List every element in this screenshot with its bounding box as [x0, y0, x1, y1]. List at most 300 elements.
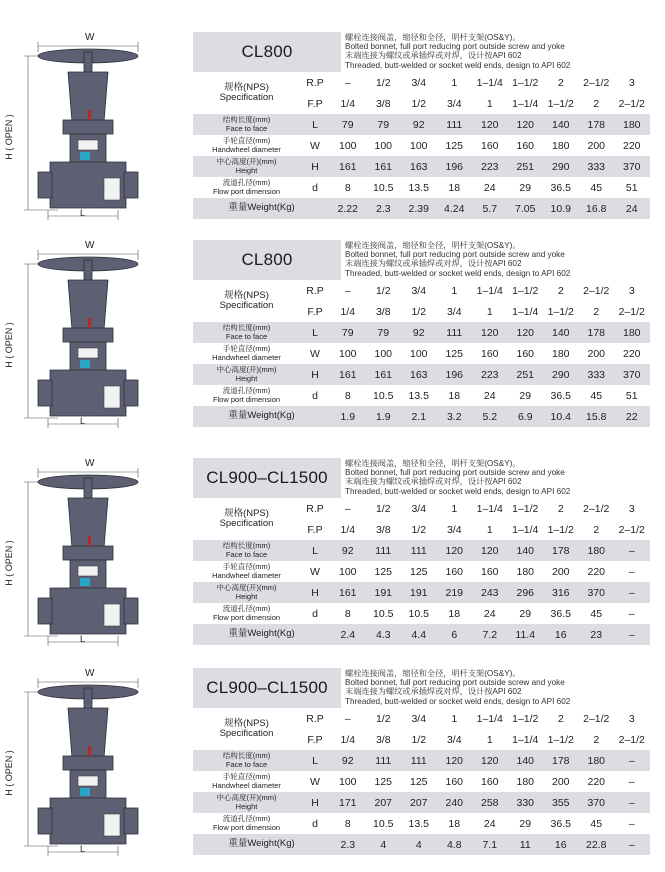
- reducing-port-row: [300, 72, 650, 93]
- sections.2.L-cell: 111: [375, 544, 392, 557]
- row-symbol: d: [312, 389, 318, 402]
- face-to-face-row: [193, 114, 650, 135]
- sections.2.L-cell: 180: [587, 544, 606, 557]
- sections.0.H-cell: 161: [338, 160, 357, 173]
- sections.1.H-cell: 161: [374, 368, 393, 381]
- sections.1.fp-cell: 1: [486, 305, 493, 318]
- sections.3.weight-cell: 22.8: [586, 838, 607, 851]
- sections.0.fp-cell: 3/4: [446, 97, 462, 110]
- sections.2.W-cell: 125: [374, 565, 393, 578]
- sections.0.weight-cell: 16.8: [586, 202, 607, 215]
- row-symbol: H: [311, 796, 319, 809]
- row-symbol: L: [312, 118, 318, 131]
- sections.3.W-cell: –: [628, 775, 635, 788]
- sections.3.d-cell: 29: [519, 817, 532, 830]
- sections.2.fp-cell: 1–1/4: [512, 523, 539, 536]
- sections.0.H-cell: 370: [622, 160, 641, 173]
- fp-symbol: F.P: [307, 97, 323, 110]
- sections.0.H-cell: 196: [445, 160, 464, 173]
- sections.3.weight-cell: 16: [554, 838, 567, 851]
- row-label: [193, 542, 300, 559]
- sections.0.d-cell: 8: [344, 181, 351, 194]
- row-label-cn: 中心高度(开)(mm): [216, 583, 277, 592]
- sections.2.rp-cell: 3/4: [411, 502, 427, 515]
- weight-row: [193, 624, 650, 645]
- sections.0.W-cell: 220: [622, 139, 641, 152]
- sections.0.fp-cell: 2: [593, 97, 600, 110]
- sections.3.H-cell: 240: [445, 796, 464, 809]
- sections.1.W-cell: 180: [551, 347, 570, 360]
- sections.2.d-cell: –: [628, 607, 635, 620]
- sections.1.W-cell: 220: [622, 347, 641, 360]
- sections.0.W-cell: 100: [374, 139, 393, 152]
- sections.1.W-cell: 200: [587, 347, 606, 360]
- sections.3.rp-cell: 1–1/4: [476, 712, 503, 725]
- sections.1.W-cell: 125: [445, 347, 464, 360]
- sections.1.fp-cell: 1/4: [340, 305, 356, 318]
- sections.3.weight-cell: 4.8: [446, 838, 462, 851]
- row-label: [193, 158, 300, 175]
- sections.2.fp-cell: 2: [593, 523, 600, 536]
- weight-row: [193, 834, 650, 855]
- sections.3.rp-cell: 1: [451, 712, 458, 725]
- sections.2.H-cell: 296: [516, 586, 535, 599]
- sections.1.weight-cell: 1.9: [340, 410, 356, 423]
- sections.2.d-cell: 10.5: [408, 607, 429, 620]
- nps-label-en: Specification: [219, 300, 274, 311]
- row-symbol: L: [312, 754, 318, 767]
- sections.3.rp-cell: 2–1/2: [583, 712, 610, 725]
- row-symbol: d: [312, 607, 318, 620]
- sections.0.rp-cell: 1/2: [375, 76, 391, 89]
- sections.3.fp-cell: 3/4: [446, 733, 462, 746]
- row-symbol: L: [312, 544, 318, 557]
- l-dimension-label: L: [80, 844, 86, 854]
- sections.0.fp-cell: 3/8: [375, 97, 391, 110]
- sections.2.d-cell: 8: [344, 607, 351, 620]
- row-symbol: W: [310, 139, 320, 152]
- sections.0.H-cell: 163: [409, 160, 428, 173]
- row-label-cn: 流道孔径(mm): [222, 814, 271, 823]
- sections.1.L-cell: 178: [587, 326, 606, 339]
- sections.3.fp-cell: 2–1/2: [618, 733, 645, 746]
- fp-symbol: F.P: [307, 733, 323, 746]
- row-label: [193, 584, 300, 601]
- nps-row-group: [193, 72, 650, 114]
- sections.2.L-cell: 140: [516, 544, 535, 557]
- sections.0.H-cell: 333: [587, 160, 606, 173]
- sections.1.H-cell: 290: [551, 368, 570, 381]
- sections.3.d-cell: 10.5: [373, 817, 394, 830]
- sections.1.L-cell: 120: [516, 326, 535, 339]
- sections.2.H-cell: 219: [445, 586, 464, 599]
- weight-label: 重量Weight(Kg): [228, 202, 295, 214]
- h-open-dimension-label: H ( OPEN ): [3, 322, 14, 368]
- sections.2.weight-cell: 16: [554, 628, 567, 641]
- sections.3.L-cell: 111: [410, 754, 427, 767]
- row-symbol: W: [310, 775, 320, 788]
- full-port-row: [300, 519, 650, 540]
- sections.3.L-cell: 120: [445, 754, 464, 767]
- pressure-class-title: CL800: [193, 32, 341, 72]
- sections.3.W-cell: 125: [374, 775, 393, 788]
- sections.2.d-cell: 24: [483, 607, 496, 620]
- sections.1.d-cell: 36.5: [550, 389, 571, 402]
- sections.1.W-cell: 160: [480, 347, 499, 360]
- nps-label: [193, 498, 300, 540]
- row-label: [193, 387, 300, 404]
- sections.2.L-cell: –: [628, 544, 635, 557]
- row-symbol: W: [310, 565, 320, 578]
- row-label: [193, 773, 300, 790]
- row-label-en: Handwheel diameter: [212, 352, 281, 362]
- sections.0.rp-cell: 1–1/4: [476, 76, 503, 89]
- row-label-en: Face to face: [225, 759, 268, 769]
- sections.0.W-cell: 180: [551, 139, 570, 152]
- sections.3.H-cell: 330: [516, 796, 535, 809]
- spec-table: [193, 240, 650, 427]
- sections.0.rp-cell: 3: [628, 76, 635, 89]
- sections.0.W-cell: 100: [338, 139, 357, 152]
- flow-port-row: [193, 385, 650, 406]
- sections.0.weight-cell: 4.24: [444, 202, 465, 215]
- sections.1.rp-cell: 2–1/2: [583, 284, 610, 297]
- nps-label-cn: 规格(NPS): [224, 290, 269, 301]
- sections.0.L-cell: 120: [516, 118, 535, 131]
- sections.3.weight-cell: 4: [380, 838, 387, 851]
- sections.0.fp-cell: 1–1/4: [512, 97, 539, 110]
- row-label: [193, 815, 300, 832]
- sections.1.W-cell: 100: [374, 347, 393, 360]
- sections.0.rp-cell: 2–1/2: [583, 76, 610, 89]
- sections.2.weight-cell: 23: [590, 628, 603, 641]
- gate-valve-drawing: [3, 240, 158, 430]
- sections.1.rp-cell: 3: [628, 284, 635, 297]
- w-dimension-label: W: [85, 32, 95, 43]
- pressure-class-title: CL900–CL1500: [193, 458, 341, 498]
- sections.3.H-cell: 171: [338, 796, 357, 809]
- row-label: [193, 605, 300, 622]
- sections.3.L-cell: 140: [516, 754, 535, 767]
- sections.3.fp-cell: 1: [486, 733, 493, 746]
- desc-line: Threaded, butt-welded or socket weld ends, design to API 602: [345, 696, 571, 706]
- sections.3.H-cell: 355: [551, 796, 570, 809]
- sections.1.weight-cell: 5.2: [482, 410, 498, 423]
- sections.2.L-cell: 120: [480, 544, 499, 557]
- sections.1.fp-cell: 1–1/2: [547, 305, 574, 318]
- sections.3.L-cell: 178: [551, 754, 570, 767]
- sections.3.weight-cell: 2.3: [340, 838, 356, 851]
- sections.3.L-cell: 120: [480, 754, 499, 767]
- valve-description: [341, 668, 650, 708]
- sections.1.d-cell: 13.5: [408, 389, 429, 402]
- sections.3.H-cell: 207: [409, 796, 428, 809]
- row-label: [193, 324, 300, 341]
- h-open-dimension-label: H ( OPEN ): [3, 540, 14, 586]
- nps-label-cn: 规格(NPS): [224, 82, 269, 93]
- row-label-en: Flow port dimension: [212, 394, 281, 404]
- desc-line: Bolted bonnet, full port reducing port outside screw and yoke: [345, 678, 565, 688]
- sections.1.H-cell: 333: [587, 368, 606, 381]
- sections.2.weight-cell: 4.4: [411, 628, 427, 641]
- row-label-cn: 手轮直径(mm): [222, 344, 271, 353]
- sections.3.rp-cell: 1–1/2: [512, 712, 539, 725]
- sections.1.L-cell: 140: [551, 326, 570, 339]
- sections.1.weight-cell: 10.4: [550, 410, 571, 423]
- sections.2.W-cell: 180: [516, 565, 535, 578]
- full-port-row: [300, 301, 650, 322]
- sections.0.H-cell: 223: [480, 160, 499, 173]
- row-label-cn: 流道孔径(mm): [222, 386, 271, 395]
- row-label-en: Handwheel diameter: [212, 780, 281, 790]
- w-dimension-label: W: [85, 668, 95, 679]
- sections.1.H-cell: 223: [480, 368, 499, 381]
- sections.1.d-cell: 10.5: [373, 389, 394, 402]
- sections.2.rp-cell: 2: [557, 502, 564, 515]
- sections.1.fp-cell: 3/8: [375, 305, 391, 318]
- row-label-en: Face to face: [225, 549, 268, 559]
- sections.2.H-cell: 161: [338, 586, 357, 599]
- sections.3.d-cell: –: [628, 817, 635, 830]
- sections.3.d-cell: 36.5: [550, 817, 571, 830]
- spec-table: [193, 458, 650, 645]
- sections.1.rp-cell: 2: [557, 284, 564, 297]
- sections.3.H-cell: –: [628, 796, 635, 809]
- spec-table: [193, 668, 650, 855]
- sections.3.rp-cell: –: [344, 712, 351, 725]
- sections.3.W-cell: 125: [409, 775, 428, 788]
- sections.0.W-cell: 100: [409, 139, 428, 152]
- row-label: [193, 345, 300, 362]
- row-label-cn: 手轮直径(mm): [222, 772, 271, 781]
- sections.2.W-cell: 125: [409, 565, 428, 578]
- sections.3.W-cell: 200: [551, 775, 570, 788]
- valve-description: [341, 32, 650, 72]
- sections.2.H-cell: 316: [551, 586, 570, 599]
- face-to-face-row: [193, 750, 650, 771]
- sections.2.fp-cell: 2–1/2: [618, 523, 645, 536]
- sections.2.W-cell: 220: [587, 565, 606, 578]
- sections.1.rp-cell: 1: [451, 284, 458, 297]
- sections.0.d-cell: 13.5: [408, 181, 429, 194]
- desc-line: Bolted bonnet, full port reducing port outside screw and yoke: [345, 468, 565, 478]
- nps-label: [193, 280, 300, 322]
- sections.2.d-cell: 10.5: [373, 607, 394, 620]
- sections.2.rp-cell: 1: [451, 502, 458, 515]
- sections.1.H-cell: 196: [445, 368, 464, 381]
- handwheel-row: [193, 561, 650, 582]
- sections.1.fp-cell: 1–1/4: [512, 305, 539, 318]
- spec-table: [193, 32, 650, 219]
- sections.2.rp-cell: –: [344, 502, 351, 515]
- row-label-cn: 结构长度(mm): [222, 115, 271, 124]
- reducing-port-row: [300, 708, 650, 729]
- sections.2.d-cell: 29: [519, 607, 532, 620]
- row-label: [193, 366, 300, 383]
- sections.2.H-cell: –: [628, 586, 635, 599]
- sections.0.d-cell: 51: [625, 181, 638, 194]
- sections.2.fp-cell: 1–1/2: [547, 523, 574, 536]
- sections.3.rp-cell: 3/4: [411, 712, 427, 725]
- sections.1.d-cell: 29: [519, 389, 532, 402]
- sections.3.d-cell: 45: [590, 817, 603, 830]
- sections.2.weight-cell: 11.4: [515, 628, 536, 641]
- rp-symbol: R.P: [306, 284, 324, 297]
- sections.2.fp-cell: 1/2: [411, 523, 427, 536]
- sections.1.weight-cell: 6.9: [517, 410, 533, 423]
- fp-symbol: F.P: [307, 523, 323, 536]
- row-label-en: Flow port dimension: [212, 822, 281, 832]
- handwheel-row: [193, 343, 650, 364]
- height-row: [193, 792, 650, 813]
- sections.2.rp-cell: 1–1/2: [512, 502, 539, 515]
- height-row: [193, 156, 650, 177]
- gate-valve-drawing: [3, 32, 158, 222]
- sections.1.H-cell: 251: [516, 368, 535, 381]
- sections.2.fp-cell: 3/8: [375, 523, 391, 536]
- sections.0.H-cell: 251: [516, 160, 535, 173]
- sections.0.d-cell: 24: [483, 181, 496, 194]
- l-dimension-label: L: [80, 634, 86, 644]
- handwheel-row: [193, 771, 650, 792]
- sections.0.fp-cell: 2–1/2: [618, 97, 645, 110]
- nps-label-cn: 规格(NPS): [224, 508, 269, 519]
- sections.2.weight-cell: 7.2: [482, 628, 498, 641]
- sections.2.rp-cell: 1–1/4: [476, 502, 503, 515]
- desc-line: 末端连接为螺纹或承插焊或对焊，设计按API 602: [345, 259, 522, 269]
- sections.3.L-cell: 111: [375, 754, 392, 767]
- sections.1.d-cell: 45: [590, 389, 603, 402]
- sections.0.weight-cell: 2.3: [375, 202, 391, 215]
- row-symbol: H: [311, 368, 319, 381]
- sections.1.rp-cell: 1/2: [375, 284, 391, 297]
- l-dimension-label: L: [80, 208, 86, 218]
- sections.2.L-cell: 120: [445, 544, 464, 557]
- sections.3.H-cell: 258: [480, 796, 499, 809]
- row-label-cn: 中心高度(开)(mm): [216, 793, 277, 802]
- flow-port-row: [193, 813, 650, 834]
- reducing-port-row: [300, 280, 650, 301]
- row-symbol: H: [311, 160, 319, 173]
- nps-label-en: Specification: [219, 728, 274, 739]
- sections.1.weight-cell: 3.2: [446, 410, 462, 423]
- sections.0.d-cell: 45: [590, 181, 603, 194]
- sections.1.weight-cell: 22: [625, 410, 638, 423]
- sections.2.W-cell: 100: [338, 565, 357, 578]
- gate-valve-drawing: [3, 668, 158, 858]
- desc-line: 螺栓连接阀盖，缩径和全径，明杆支架(OS&Y)。: [345, 33, 521, 42]
- row-label-cn: 流道孔径(mm): [222, 604, 271, 613]
- sections.3.W-cell: 100: [338, 775, 357, 788]
- sections.2.fp-cell: 3/4: [446, 523, 462, 536]
- height-row: [193, 582, 650, 603]
- sections.0.L-cell: 140: [551, 118, 570, 131]
- row-symbol: d: [312, 181, 318, 194]
- row-label-cn: 手轮直径(mm): [222, 562, 271, 571]
- sections.3.d-cell: 13.5: [408, 817, 429, 830]
- sections.1.W-cell: 160: [516, 347, 535, 360]
- sections.1.L-cell: 111: [446, 326, 463, 339]
- sections.3.fp-cell: 1/2: [411, 733, 427, 746]
- sections.2.d-cell: 18: [448, 607, 461, 620]
- sections.0.weight-cell: 24: [625, 202, 638, 215]
- row-label-en: Face to face: [225, 123, 268, 133]
- pressure-class-title: CL800: [193, 240, 341, 280]
- row-label: [193, 116, 300, 133]
- row-label-cn: 中心高度(开)(mm): [216, 157, 277, 166]
- face-to-face-row: [193, 540, 650, 561]
- row-label-en: Height: [235, 165, 258, 175]
- row-label-en: Height: [235, 591, 258, 601]
- sections.3.H-cell: 207: [374, 796, 393, 809]
- full-port-row: [300, 93, 650, 114]
- sections.1.H-cell: 163: [409, 368, 428, 381]
- desc-line: 螺栓连接阀盖，缩径和全径，明杆支架(OS&Y)。: [345, 669, 521, 678]
- sections.0.d-cell: 36.5: [550, 181, 571, 194]
- sections.3.W-cell: 160: [480, 775, 499, 788]
- desc-line: Threaded, butt-welded or socket weld ends, design to API 602: [345, 486, 571, 496]
- sections.1.L-cell: 79: [377, 326, 390, 339]
- sections.0.d-cell: 29: [519, 181, 532, 194]
- sections.3.fp-cell: 1/4: [340, 733, 356, 746]
- sections.0.L-cell: 180: [622, 118, 641, 131]
- sections.2.H-cell: 191: [374, 586, 393, 599]
- sections.1.weight-cell: 1.9: [375, 410, 391, 423]
- sections.2.L-cell: 178: [551, 544, 570, 557]
- row-symbol: H: [311, 586, 319, 599]
- sections.2.fp-cell: 1: [486, 523, 493, 536]
- nps-label: [193, 708, 300, 750]
- sections.0.fp-cell: 1/2: [411, 97, 427, 110]
- sections.2.weight-cell: 6: [451, 628, 458, 641]
- fp-symbol: F.P: [307, 305, 323, 318]
- sections.0.fp-cell: 1: [486, 97, 493, 110]
- row-label-cn: 流道孔径(mm): [222, 178, 271, 187]
- row-label-cn: 结构长度(mm): [222, 323, 271, 332]
- sections.0.d-cell: 18: [448, 181, 461, 194]
- sections.1.H-cell: 161: [338, 368, 357, 381]
- sections.3.fp-cell: 2: [593, 733, 600, 746]
- sections.2.d-cell: 45: [590, 607, 603, 620]
- sections.2.W-cell: 200: [551, 565, 570, 578]
- sections.1.fp-cell: 2: [593, 305, 600, 318]
- sections.1.rp-cell: 3/4: [411, 284, 427, 297]
- desc-line: 末端连接为螺纹或承插焊或对焊，设计按API 602: [345, 687, 522, 697]
- row-symbol: d: [312, 817, 318, 830]
- sections.3.W-cell: 220: [587, 775, 606, 788]
- sections.2.L-cell: 111: [410, 544, 427, 557]
- flow-port-row: [193, 603, 650, 624]
- gate-valve-drawing: [3, 458, 158, 648]
- sections.2.weight-cell: –: [628, 628, 635, 641]
- sections.1.rp-cell: 1–1/2: [512, 284, 539, 297]
- sections.0.L-cell: 79: [341, 118, 354, 131]
- row-label: [193, 137, 300, 154]
- sections.0.L-cell: 111: [446, 118, 463, 131]
- sections.0.fp-cell: 1/4: [340, 97, 356, 110]
- sections.1.L-cell: 120: [480, 326, 499, 339]
- row-label-en: Flow port dimension: [212, 612, 281, 622]
- l-dimension-label: L: [80, 416, 86, 426]
- sections.0.W-cell: 200: [587, 139, 606, 152]
- height-row: [193, 364, 650, 385]
- sections.0.L-cell: 120: [480, 118, 499, 131]
- sections.3.rp-cell: 2: [557, 712, 564, 725]
- sections.3.fp-cell: 1–1/2: [547, 733, 574, 746]
- desc-line: Threaded, butt-welded or socket weld ends, design to API 602: [345, 268, 571, 278]
- sections.3.weight-cell: –: [628, 838, 635, 851]
- sections.0.weight-cell: 7.05: [515, 202, 536, 215]
